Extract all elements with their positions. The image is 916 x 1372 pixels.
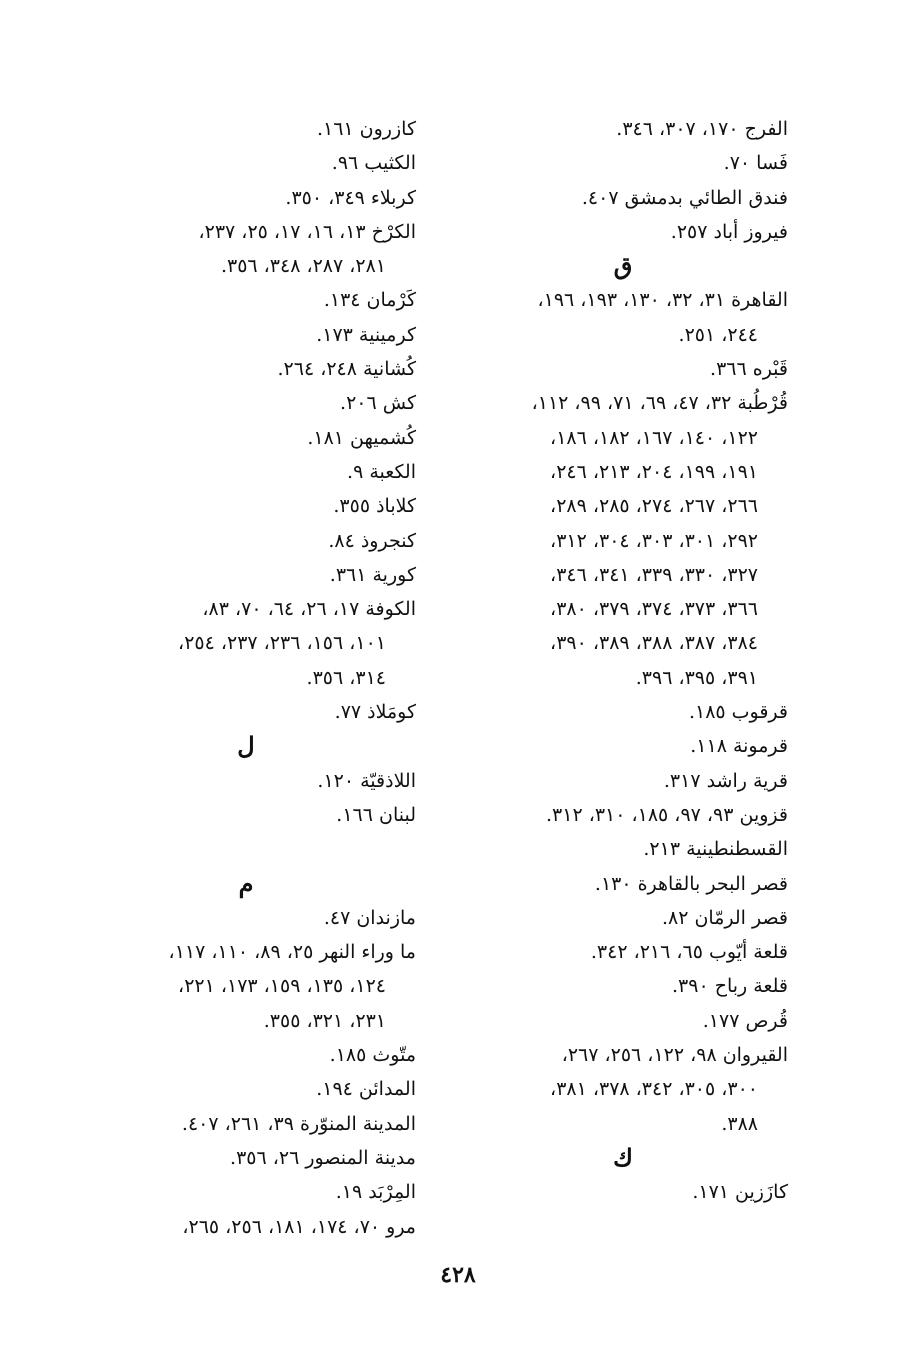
- index-entry: القسطنطينية ٢١٣.: [643, 838, 788, 861]
- index-entry: قرية راشد ٣١٧.: [663, 769, 788, 792]
- index-entry: قلعة أيّوب ٦٥، ٢١٦، ٣٤٢.: [590, 941, 788, 964]
- index-entry: الكثيب ٩٦.: [331, 152, 416, 175]
- index-entry: كُشانية ٢٤٨، ٢٦٤.: [277, 358, 416, 381]
- index-entry: مرو ٧٠، ١٧٤، ١٨١، ٢٥٦، ٢٦٥،: [182, 1215, 416, 1238]
- index-entry: قرقوب ١٨٥.: [688, 701, 788, 724]
- index-entry: كرمينية ١٧٣.: [316, 323, 416, 346]
- index-entry: لبنان ١٦٦.: [336, 803, 416, 826]
- index-entry-continuation: ٢٤٤، ٢٥١.: [678, 323, 758, 346]
- section-letter-heading: ك: [613, 1142, 633, 1172]
- index-entry: كش ٢٠٦.: [340, 392, 416, 415]
- index-entry: مازندان ٤٧.: [323, 906, 416, 929]
- index-entry-continuation: ٣٠٠، ٣٠٥، ٣٤٢، ٣٧٨، ٣٨١،: [550, 1078, 758, 1101]
- index-entry: فَسا ٧٠.: [723, 152, 788, 175]
- index-entry-continuation: ٣٨٨.: [721, 1112, 758, 1135]
- index-entry-continuation: ٢٣١، ٣٢١، ٣٥٥.: [263, 1009, 386, 1032]
- index-entry: كَرْمان ١٣٤.: [323, 289, 416, 312]
- index-entry: كازَزين ١٧١.: [692, 1181, 788, 1204]
- index-entry-continuation: ١٢٢، ١٤٠، ١٦٧، ١٨٢، ١٨٦،: [550, 426, 758, 449]
- index-entry: المِرْبَد ١٩.: [335, 1181, 416, 1204]
- index-entry: كربلاء ٣٤٩، ٣٥٠.: [285, 186, 416, 209]
- page-number: ٤٢٨: [440, 1262, 476, 1288]
- index-entry-continuation: ٣٦٦، ٣٧٣، ٣٧٤، ٣٧٩، ٣٨٠،: [550, 598, 758, 621]
- index-entry-continuation: ٢٩٢، ٣٠١، ٣٠٣، ٣٠٤، ٣١٢،: [550, 529, 758, 552]
- index-entry: فندق الطائي بدمشق ٤٠٧.: [581, 186, 788, 209]
- index-entry-continuation: ٣٩١، ٣٩٥، ٣٩٦.: [635, 666, 758, 689]
- index-entry: القاهرة ٣١، ٣٢، ١٣٠، ١٩٣، ١٩٦،: [537, 289, 788, 312]
- index-entry: اللاذقيّة ١٢٠.: [317, 769, 416, 792]
- index-entry: كُشميهن ١٨١.: [307, 426, 416, 449]
- index-entry: الكعبة ٩.: [347, 460, 416, 483]
- index-entry-continuation: ٣٨٤، ٣٨٧، ٣٨٨، ٣٨٩، ٣٩٠،: [550, 632, 758, 655]
- spacer: [76, 832, 416, 866]
- index-entry: قزوين ٩٣، ٩٧، ١٨٥، ٣١٠، ٣١٢.: [546, 803, 788, 826]
- index-entry: متّوث ١٨٥.: [329, 1044, 416, 1067]
- index-entry: قُرص ١٧٧.: [702, 1009, 788, 1032]
- index-entry-continuation: ١٠١، ١٥٦، ٢٣٦، ٢٣٧، ٢٥٤،: [178, 632, 386, 655]
- section-letter-heading: ق: [613, 251, 633, 281]
- index-entry: كلاباذ ٣٥٥.: [333, 495, 416, 518]
- index-entry: كورية ٣٦١.: [329, 563, 416, 586]
- index-entry: قصر البحر بالقاهرة ١٣٠.: [594, 872, 788, 895]
- index-entry: الفرج ١٧٠، ٣٠٧، ٣٤٦.: [616, 118, 788, 140]
- index-entry-continuation: ٢٦٦، ٢٦٧، ٢٧٤، ٢٨٥، ٢٨٩،: [550, 495, 758, 518]
- index-entry-continuation: ٣٢٧، ٣٣٠، ٣٣٩، ٣٤١، ٣٤٦،: [550, 563, 758, 586]
- section-letter-heading: م: [238, 868, 254, 898]
- index-entry: ما وراء النهر ٢٥، ٨٩، ١١٠، ١١٧،: [168, 941, 416, 964]
- index-entry: كومَلاذ ٧٧.: [334, 701, 416, 724]
- index-entry: قلعة رباح ٣٩٠.: [672, 975, 788, 998]
- index-entry: القيروان ٩٨، ١٢٢، ٢٥٦، ٢٦٧،: [561, 1044, 788, 1067]
- index-entry: الكرْخ ١٣، ١٦، ١٧، ٢٥، ٢٣٧،: [198, 220, 416, 243]
- index-entry: قَبْره ٣٦٦.: [710, 358, 788, 381]
- index-column-left: [76, 112, 416, 1244]
- index-entry-continuation: ٢٨١، ٢٨٧، ٣٤٨، ٣٥٦.: [220, 255, 386, 278]
- index-entry: قرمونة ١١٨.: [690, 735, 788, 758]
- index-entry: قُرْطُبة ٣٢، ٤٧، ٦٩، ٧١، ٩٩، ١١٢،: [531, 392, 788, 415]
- index-entry-continuation: ١٩١، ١٩٩، ٢٠٤، ٢١٣، ٢٤٦،: [550, 460, 758, 483]
- index-entry-continuation: ٣١٤، ٣٥٦.: [306, 666, 386, 689]
- index-entry: مدينة المنصور ٢٦، ٣٥٦.: [230, 1146, 416, 1169]
- index-column-right: [458, 112, 788, 1210]
- index-entry: قصر الرمّان ٨٢.: [661, 906, 788, 929]
- index-entry: المدائن ١٩٤.: [316, 1078, 416, 1101]
- index-entry-continuation: ١٢٤، ١٣٥، ١٥٩، ١٧٣، ٢٢١،: [178, 975, 386, 998]
- section-letter-heading: ل: [237, 731, 255, 761]
- index-entry: كازرون ١٦١.: [316, 118, 416, 140]
- index-entry: المدينة المنوّرة ٣٩، ٢٦١، ٤٠٧.: [181, 1112, 416, 1135]
- index-entry: فيروز أباد ٢٥٧.: [670, 220, 788, 243]
- index-entry: كنجروذ ٨٤.: [328, 529, 416, 552]
- index-entry: الكوفة ١٧، ٢٦، ٦٤، ٧٠، ٨٣،: [202, 598, 416, 621]
